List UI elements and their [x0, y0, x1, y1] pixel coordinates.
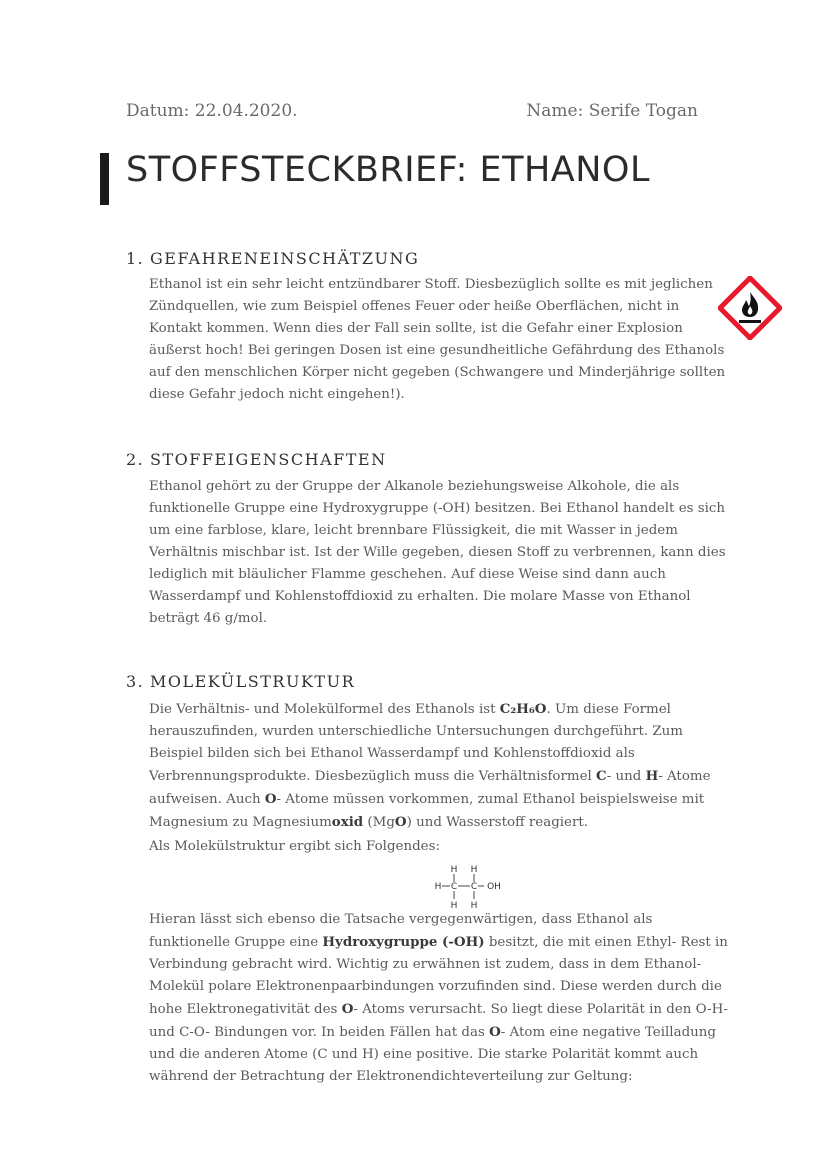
text-line: herauszufinden, wurden unterschiedliche Untersuchungen durchgeführt. Zum	[149, 724, 683, 739]
section-3-paragraph-2	[149, 836, 704, 858]
section-number: 1.	[126, 249, 145, 268]
title-accent-bar	[100, 153, 109, 205]
text-line: Beispiel bilden sich bei Ethanol Wasserdampf und Kohlenstoffdioxid als	[149, 746, 635, 761]
text-line: Verhältnis mischbar ist. Ist der Wille gegeben, diesen Stoff zu verbrennen, kann dies	[149, 545, 726, 560]
text-line: aufweisen. Auch O- Atome müssen vorkommen, zumal Ethanol beispielsweise mit	[149, 791, 705, 807]
section-2-paragraph	[149, 476, 726, 630]
flammable-hazard-icon	[718, 276, 782, 340]
text-line: funktionelle Gruppe eine Hydroxygruppe (-OH) besitzen. Bei Ethanol handelt es sich	[149, 501, 726, 516]
text-line: äußerst hoch! Bei geringen Dosen ist eine gesundheitliche Gefährdung des Ethanols	[149, 343, 725, 358]
atom-label: H	[450, 901, 458, 911]
section-title: MOLEKÜLSTRUKTUR	[150, 672, 356, 691]
section-title: GEFAHRENEINSCHÄTZUNG	[150, 249, 420, 268]
text-line: Die Verhältnis- und Molekülformel des Ethanols ist C₂H₆O. Um diese Formel	[149, 701, 671, 717]
section-3-paragraph-3	[149, 909, 728, 1088]
text-line: funktionelle Gruppe eine Hydroxygruppe (-OH) besitzt, die mit einen Ethyl- Rest in	[149, 934, 728, 950]
text-line: Als Molekülstruktur ergibt sich Folgendes:	[149, 839, 440, 854]
text-line: Hieran lässt sich ebenso die Tatsache vergegenwärtigen, dass Ethanol als	[149, 912, 653, 927]
section-number: 3.	[126, 672, 145, 691]
atom-label: H	[450, 865, 458, 875]
ethanol-structure-diagram	[432, 862, 512, 912]
text-line: Verbrennungsprodukte. Diesbezüglich muss die Verhältnisformel C- und H- Atome	[149, 768, 711, 784]
atom-label: H	[470, 901, 478, 911]
text-line: Molekül polare Elektronenpaarbindungen vorzufinden sind. Diese werden durch die	[149, 979, 722, 994]
section-3-paragraph-1	[149, 698, 711, 834]
text-line: während der Betrachtung der Elektronendichteverteilung zur Geltung:	[149, 1069, 633, 1084]
atom-label: C	[450, 882, 458, 892]
text-line: hohe Elektronegativität des O- Atoms verursacht. So liegt diese Polarität in den O-H-	[149, 1001, 728, 1017]
header-name: Name: Serife Togan	[526, 101, 698, 121]
atom-label: OH	[487, 882, 501, 892]
atom-label: H	[470, 865, 478, 875]
text-line: Ethanol gehört zu der Gruppe der Alkanole beziehungsweise Alkohole, die als	[149, 479, 680, 494]
header-date: Datum: 22.04.2020.	[126, 101, 298, 121]
section-3-heading	[126, 672, 355, 691]
text-line: auf den menschlichen Körper nicht gegeben (Schwangere und Minderjährige sollten	[149, 365, 726, 380]
text-line: Verbindung gebracht wird. Wichtig zu erwähnen ist zudem, dass in dem Ethanol-	[149, 957, 702, 972]
section-2-heading	[126, 450, 387, 469]
atom-label: H	[434, 882, 442, 892]
text-line: Ethanol ist ein sehr leicht entzündbarer Stoff. Diesbezüglich sollte es mit jeglichen	[149, 277, 713, 292]
text-line: und die anderen Atome (C und H) eine positive. Die starke Polarität kommt auch	[149, 1047, 699, 1062]
text-line: Magnesium zu Magnesiumoxid (MgO) und Wasserstoff reagiert.	[149, 814, 589, 830]
page-title: STOFFSTECKBRIEF: ETHANOL	[126, 150, 650, 190]
text-line: um eine farblose, klare, leicht brennbare Flüssigkeit, die mit Wasser in jedem	[149, 523, 678, 538]
section-1-heading	[126, 249, 419, 268]
section-title: STOFFEIGENSCHAFTEN	[150, 450, 387, 469]
text-line: beträgt 46 g/mol.	[149, 611, 268, 626]
text-line: Wasserdampf und Kohlenstoffdioxid zu erhalten. Die molare Masse von Ethanol	[149, 589, 691, 604]
section-number: 2.	[126, 450, 145, 469]
atom-label: C	[470, 882, 478, 892]
text-line: und C-O- Bindungen vor. In beiden Fällen hat das O- Atom eine negative Teilladung	[149, 1024, 716, 1040]
text-line: lediglich mit bläulicher Flamme geschehen. Auf diese Weise sind dann auch	[149, 567, 666, 582]
text-line: Zündquellen, wie zum Beispiel offenes Feuer oder heiße Oberflächen, nicht in	[149, 299, 680, 314]
text-line: Kontakt kommen. Wenn dies der Fall sein sollte, ist die Gefahr einer Explosion	[149, 321, 683, 336]
molecular-formula: C₂H₆O	[499, 701, 547, 717]
text-line: diese Gefahr jedoch nicht eingehen!).	[149, 387, 405, 402]
section-1-paragraph	[149, 274, 726, 406]
